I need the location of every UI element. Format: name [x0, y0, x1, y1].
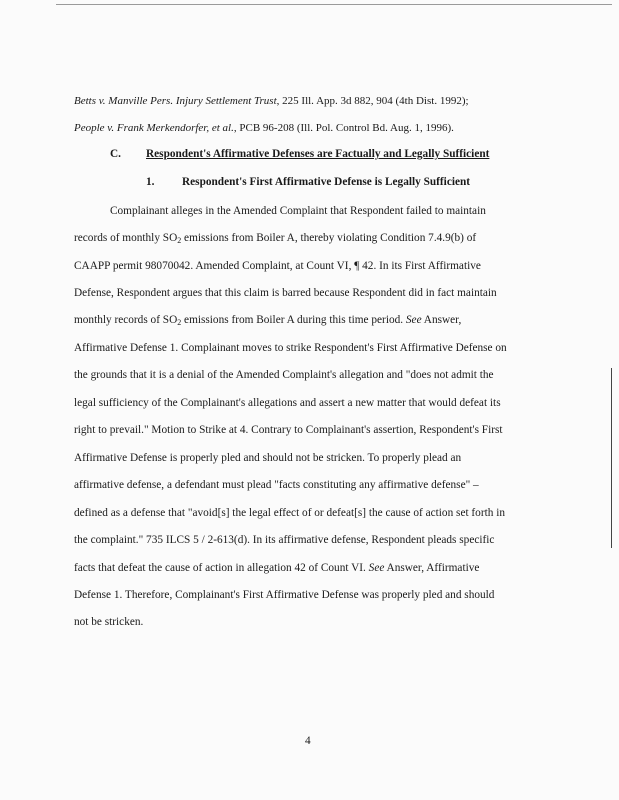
margin-mark	[611, 368, 612, 548]
body-line-8: legal sufficiency of the Complainant's allegations and assert a new matter that would defeat its	[74, 397, 501, 409]
body-text: emissions from Boiler A during this time period.	[181, 314, 406, 326]
body-line-4: Defense, Respondent argues that this claim is barred because Respondent did in fact maintain	[74, 287, 497, 299]
body-line-10: Affirmative Defense is properly pled and should not be stricken. To properly plead an	[74, 452, 462, 464]
page-number: 4	[305, 735, 311, 747]
body-line-7: the grounds that it is a denial of the Amended Complaint's allegation and "does not admit the	[74, 369, 494, 381]
signal-see: See	[405, 314, 422, 326]
subsection-title: Respondent's First Affirmative Defense is Legally Sufficient	[182, 176, 471, 188]
citation-reference: , PCB 96-208 (Ill. Pol. Control Bd. Aug. 1, 1996).	[233, 122, 454, 134]
citation-case-name: People v. Frank Merkendorfer, et al.	[74, 122, 234, 134]
body-line-3: CAAPP permit 98070042. Amended Complaint, at Count VI, ¶ 42. In its First Affirmative	[74, 260, 481, 272]
body-line-2	[74, 231, 574, 245]
body-line-16: not be stricken.	[74, 616, 144, 628]
citation-merkendorfer	[74, 121, 574, 135]
subscript: 2	[177, 236, 182, 245]
body-line-5	[74, 313, 574, 327]
body-line-15: Defense 1. Therefore, Complainant's First Affirmative Defense was properly pled and should	[74, 589, 495, 601]
body-line-11: affirmative defense, a defendant must plead "facts constituting any affirmative defense" –	[74, 479, 479, 491]
body-text: records of monthly SO	[74, 232, 178, 244]
body-line-12: defined as a defense that "avoid[s] the legal effect of or defeat[s] the cause of action set forth in	[74, 507, 505, 519]
section-letter: C.	[110, 148, 121, 160]
top-edge-rule	[56, 4, 612, 5]
body-line-9: right to prevail." Motion to Strike at 4. Contrary to Complainant's assertion, Respondent's First	[74, 424, 503, 436]
body-line-1: Complainant alleges in the Amended Complaint that Respondent failed to maintain	[110, 205, 486, 217]
body-line-13: the complaint." 735 ILCS 5 / 2-613(d). In its affirmative defense, Respondent pleads specific	[74, 534, 495, 546]
subscript: 2	[177, 318, 182, 327]
section-title: Respondent's Affirmative Defenses are Factually and Legally Sufficient	[146, 148, 490, 160]
citation-reference: , 225 Ill. App. 3d 882, 904 (4th Dist. 1992);	[276, 95, 469, 107]
citation-betts	[74, 94, 574, 108]
body-text: Answer, Affirmative	[384, 562, 480, 574]
body-text: facts that defeat the cause of action in allegation 42 of Count VI.	[74, 562, 369, 574]
body-line-14	[74, 561, 574, 575]
body-text: emissions from Boiler A, thereby violating Condition 7.4.9(b) of	[181, 232, 477, 244]
body-text: Answer,	[421, 314, 462, 326]
body-line-6: Affirmative Defense 1. Complainant moves to strike Respondent's First Affirmative Defense on	[74, 342, 507, 354]
subsection-number: 1.	[146, 176, 155, 188]
section-heading-c	[0, 148, 619, 162]
body-text: monthly records of SO	[74, 314, 178, 326]
subsection-heading-1	[0, 176, 619, 190]
signal-see: See	[368, 562, 385, 574]
citation-case-name: Betts v. Manville Pers. Injury Settlement Trust	[74, 95, 277, 107]
